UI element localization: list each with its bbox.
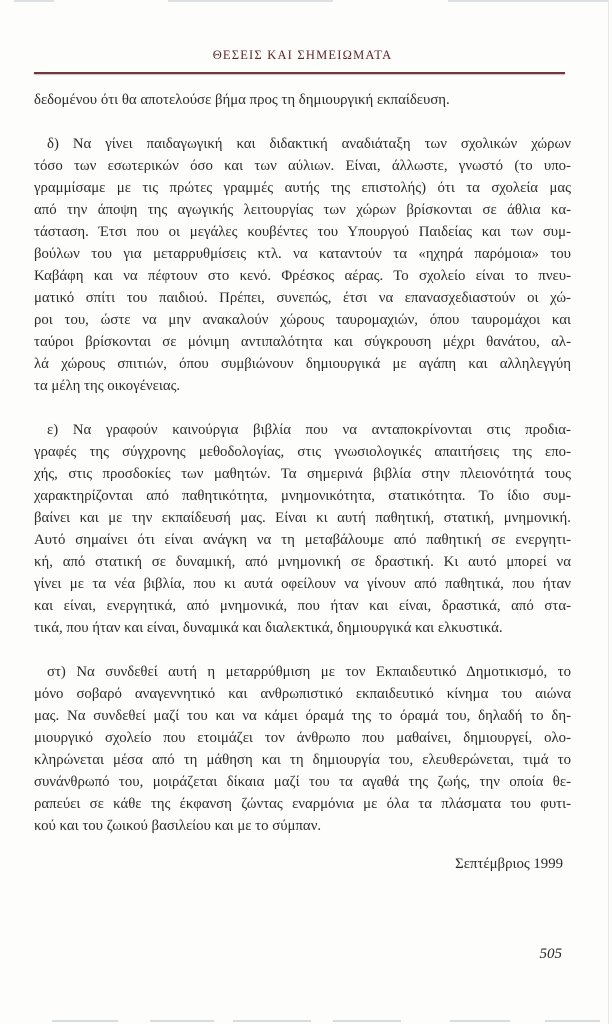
scan-artifact [608,0,609,1024]
text-line: Καβάφη και να πέφτουν στο κενό. Φρέσκος αέρας. Το σχολείο είναι το πνευ- [34,268,571,284]
text-line: βούλων του για μεταρρυθμίσεις κτλ. να καταντούν τα «ηχηρά παρόμοια» του [34,246,571,262]
text-line: τόσο των εσωτερικών όσο και των αύλιων. Είναι, άλλωστε, γνωστό (το υπο- [34,158,571,174]
text-line: γίνει με τα νέα βιβλία, που κι αυτά οφείλουν να γίνουν από παθητικά, που ήταν [34,576,571,592]
date-line: Σεπτέμβριος 1999 [455,856,563,872]
text-line: συνάνθρωπό του, μοιράζεται δίκαια μαζί του τα αγαθά της ζωής, την οποία θε- [34,774,571,790]
text-line: χαρακτηρίζονται από παθητικότητα, μνημονικότητα, στατικότητα. Το ίδιο συμ- [34,488,571,504]
text-line: τα μέλη της οικογένειας. [34,378,181,394]
text-line: λά χώρους σπιτιών, όπου συμβιώνουν δημιουργικά με αγάπη και αλληλεγγύη [34,356,571,372]
text-line: ματικό σπίτι του παιδιού. Πρέπει, συνεπώς, έτσι να επανασχεδιαστούν οι χώ- [34,290,571,306]
text-line: δ) Να γίνει παιδαγωγική και διδακτική αναδιάταξη των σχολικών χώρων [47,136,571,152]
page-content [34,0,571,875]
text-line: ραπεύει σε κάθε της έκφανση ζώντας εναρμόνια με όλα τα πλάσματα του φυτι- [34,796,571,812]
running-header: ΘΕΣΕΙΣ ΚΑΙ ΣΗΜΕΙΩΜΑΤΑ [212,48,393,62]
paragraphs [34,133,571,837]
text-line: μας. Να συνδεθεί μαζί του και να κάμει όραμά της το όραμά του, δηλαδή το δη- [34,708,571,724]
scan-artifact [333,1020,401,1022]
text-line: και είναι, ενεργητικά, από μνημονικά, που ήταν και είναι, δραστικά, από στα- [34,598,571,614]
header-rule [34,72,565,74]
page-number: 505 [539,946,562,962]
paragraph [34,419,571,639]
scan-artifact [233,1020,311,1022]
text-line: τάσταση. Έτσι που οι μεγάλες κουβέντες του Υπουργού Παιδείας και των συμ- [34,224,571,240]
paragraph [34,661,571,837]
text-line: ε) Να γραφούν καινούργια βιβλία που να ανταποκρίνονται στις προδια- [47,422,571,438]
text-line: χής, στις προσδοκίες των μαθητών. Τα σημερινά βιβλία στην πλειονότητά τους [34,466,571,482]
text-line: κή, από στατική σε δυναμική, από μνημονική σε δραστική. Κι αυτό μπορεί να [34,554,571,570]
scan-artifact [545,1020,600,1022]
scan-artifact [450,1020,510,1022]
scan-artifact [150,1020,214,1022]
continued-paragraph-line: δεδομένου ότι θα αποτελούσε βήμα προς τη δημιουργική εκπαίδευση. [34,92,450,108]
paragraph [34,133,571,397]
text-line: γραμμίσαμε με τις πρώτες γραμμές αυτής της επιστολής) ότι τα σχολεία μας [34,180,571,196]
text-line: στ) Να συνδεθεί αυτή η μεταρρύθμιση με τον Εκπαιδευτικό Δημοτικισμό, το [47,664,571,680]
text-line: γραφές της σύγχρονης μεθοδολογίας, στις γνωσιολογικές απαιτήσεις της επο- [34,444,571,460]
text-line: κληρώνεται μέσα από τη μάθηση και τη δημιουργία του, ελευθερώνεται, τιμά το [34,752,571,768]
text-line: από την άποψη της αγωγικής λειτουργίας των χώρων βρίσκονται σε άθλια κα- [34,202,571,218]
text-line: ταύροι βρίσκονται σε μόνιμη αντιπαλότητα και σύγκρουση μέχρι θανάτου, αλ- [34,334,571,350]
text-line: ροι του, ώστε να μην ανακαλούν χώρους ταυρομαχιών, όπου ταυρομάχοι και [34,312,571,328]
text-line: κού και του ζωικού βασιλείου και με το σύμπαν. [34,818,322,834]
text-line: μόνο σοβαρό αναγεννητικό και ανθρωπιστικό εκπαιδευτικό κίνημα του αιώνα [34,686,571,702]
text-line: μιουργικό σχολείο που ετοιμάζει τον άνθρωπο που μαθαίνει, δημιουργεί, ολο- [34,730,571,746]
text-line: Αυτό σημαίνει ότι είναι ανάγκη να τη μεταβάλουμε από παθητική σε ενεργητι- [34,532,571,548]
text-line: βαίνει και με την εκπαίδευσή μας. Είναι κι αυτή παθητική, στατική, μνημονική. [34,510,571,526]
text-line: τικά, που ήταν και είναι, δυναμικά και διαλεκτικά, δημιουργικά και ελκυστικά. [34,620,503,636]
scan-artifact [52,1020,118,1022]
